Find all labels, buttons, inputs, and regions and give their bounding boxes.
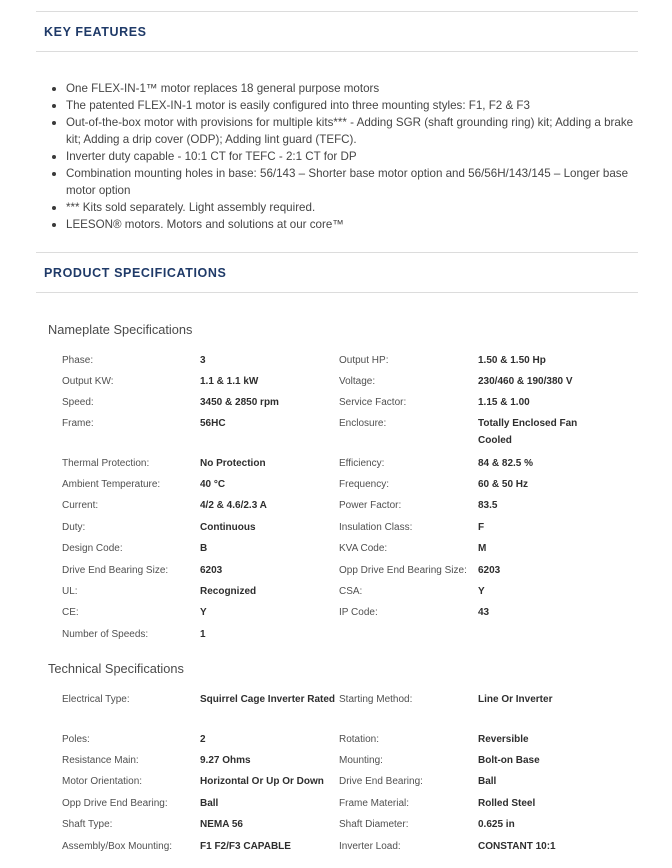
spec-value: Rolled Steel <box>478 798 536 809</box>
feature-item: Combination mounting holes in base: 56/143 – Shorter base motor option and 56/56H/143/145 – Longer base motor option <box>50 165 640 199</box>
spec-label: Duty: <box>62 522 86 533</box>
spec-value: 43 <box>478 607 490 618</box>
spec-value: Bolt-on Base <box>478 755 540 766</box>
spec-value: Y <box>478 586 485 597</box>
spec-value: 60 & 50 Hz <box>478 479 529 490</box>
spec-value: Continuous <box>200 522 256 533</box>
spec-value: 40 °C <box>200 479 226 490</box>
spec-label: Rotation: <box>339 734 380 745</box>
spec-label: Output HP: <box>339 355 389 366</box>
product-specs-title: PRODUCT SPECIFICATIONS <box>44 266 227 280</box>
spec-label: Service Factor: <box>339 397 407 408</box>
spec-value: 230/460 & 190/380 V <box>478 376 573 387</box>
spec-label: Enclosure: <box>339 418 387 429</box>
spec-label: KVA Code: <box>339 543 388 554</box>
spec-value: 1.1 & 1.1 kW <box>200 376 259 387</box>
spec-label: CE: <box>62 607 79 618</box>
spec-value: 6203 <box>200 565 223 576</box>
spec-value: Ball <box>200 798 219 809</box>
spec-label: Poles: <box>62 734 90 745</box>
spec-value: 1.50 & 1.50 Hp <box>478 355 546 366</box>
spec-value: No Protection <box>200 458 266 469</box>
spec-label: Output KW: <box>62 376 114 387</box>
spec-label: Number of Speeds: <box>62 629 149 640</box>
spec-label: Shaft Diameter: <box>339 819 409 830</box>
spec-value: 4/2 & 4.6/2.3 A <box>200 500 267 511</box>
feature-item: *** Kits sold separately. Light assembly required. <box>50 199 640 216</box>
feature-item: LEESON® motors. Motors and solutions at our core™ <box>50 216 640 233</box>
spec-value: Recognized <box>200 586 257 597</box>
key-features-title: KEY FEATURES <box>44 25 147 39</box>
spec-label: UL: <box>62 586 78 597</box>
spec-label: Frame: <box>62 418 94 429</box>
feature-item: Inverter duty capable - 10:1 CT for TEFC - 2:1 CT for DP <box>50 148 640 165</box>
spec-value: Horizontal Or Up Or Down <box>200 776 324 787</box>
spec-value: 1 <box>200 629 206 640</box>
spec-label: Starting Method: <box>339 694 413 705</box>
spec-value: Totally Enclosed Fan Cooled <box>478 418 578 446</box>
spec-label: Speed: <box>62 397 94 408</box>
spec-value: M <box>478 543 487 554</box>
spec-value: Reversible <box>478 734 529 745</box>
spec-label: Insulation Class: <box>339 522 413 533</box>
spec-value: F1 F2/F3 CAPABLE <box>200 841 291 852</box>
spec-value: Squirrel Cage Inverter Rated <box>200 694 336 705</box>
spec-label: Inverter Load: <box>339 841 401 852</box>
nameplate-specs-heading: Nameplate Specifications <box>48 322 193 337</box>
key-features-divider <box>36 51 638 52</box>
spec-label: Power Factor: <box>339 500 402 511</box>
spec-label: CSA: <box>339 586 363 597</box>
product-specs-top-divider <box>36 252 638 253</box>
spec-value: CONSTANT 10:1 <box>478 841 556 852</box>
spec-value: 9.27 Ohms <box>200 755 251 766</box>
spec-label: Drive End Bearing: <box>339 776 423 787</box>
top-divider <box>36 11 638 12</box>
spec-label: Design Code: <box>62 543 123 554</box>
spec-label: Resistance Main: <box>62 755 139 766</box>
spec-value: 0.625 in <box>478 819 515 830</box>
spec-value: 3450 & 2850 rpm <box>200 397 279 408</box>
spec-value: F <box>478 522 485 533</box>
spec-label: Frequency: <box>339 479 390 490</box>
spec-label: Mounting: <box>339 755 383 766</box>
spec-label: Phase: <box>62 355 94 366</box>
spec-value: 83.5 <box>478 500 498 511</box>
key-features-list <box>50 80 640 233</box>
spec-label: IP Code: <box>339 607 378 618</box>
spec-value: 84 & 82.5 % <box>478 458 534 469</box>
spec-value: 1.15 & 1.00 <box>478 397 530 408</box>
spec-label: Frame Material: <box>339 798 410 809</box>
spec-value: Ball <box>478 776 497 787</box>
feature-item: The patented FLEX-IN-1 motor is easily configured into three mounting styles: F1, F2 & F3 <box>50 97 640 114</box>
spec-value: 2 <box>200 734 206 745</box>
spec-label: Electrical Type: <box>62 694 130 705</box>
spec-label: Shaft Type: <box>62 819 113 830</box>
spec-label: Efficiency: <box>339 458 385 469</box>
technical-specs-heading: Technical Specifications <box>48 661 184 676</box>
spec-value: B <box>200 543 208 554</box>
spec-value: 56HC <box>200 418 226 429</box>
spec-label: Motor Orientation: <box>62 776 143 787</box>
spec-label: Opp Drive End Bearing Size: <box>339 565 467 576</box>
spec-label: Thermal Protection: <box>62 458 150 469</box>
spec-label: Current: <box>62 500 99 511</box>
spec-label: Ambient Temperature: <box>62 479 161 490</box>
spec-value: NEMA 56 <box>200 819 243 830</box>
spec-label: Voltage: <box>339 376 376 387</box>
spec-value: Line Or Inverter <box>478 694 553 705</box>
product-specs-divider <box>36 292 638 293</box>
spec-value: Y <box>200 607 207 618</box>
spec-value: 3 <box>200 355 206 366</box>
spec-label: Drive End Bearing Size: <box>62 565 169 576</box>
feature-item: Out-of-the-box motor with provisions for multiple kits*** - Adding SGR (shaft grounding ring) kit; Adding a brake kit; Adding a drip cover (ODP); Adding lint guard (TEFC). <box>50 114 640 148</box>
spec-label: Opp Drive End Bearing: <box>62 798 168 809</box>
spec-label: Assembly/Box Mounting: <box>62 841 173 852</box>
feature-item: One FLEX-IN-1™ motor replaces 18 general purpose motors <box>50 80 640 97</box>
spec-value: 6203 <box>478 565 501 576</box>
